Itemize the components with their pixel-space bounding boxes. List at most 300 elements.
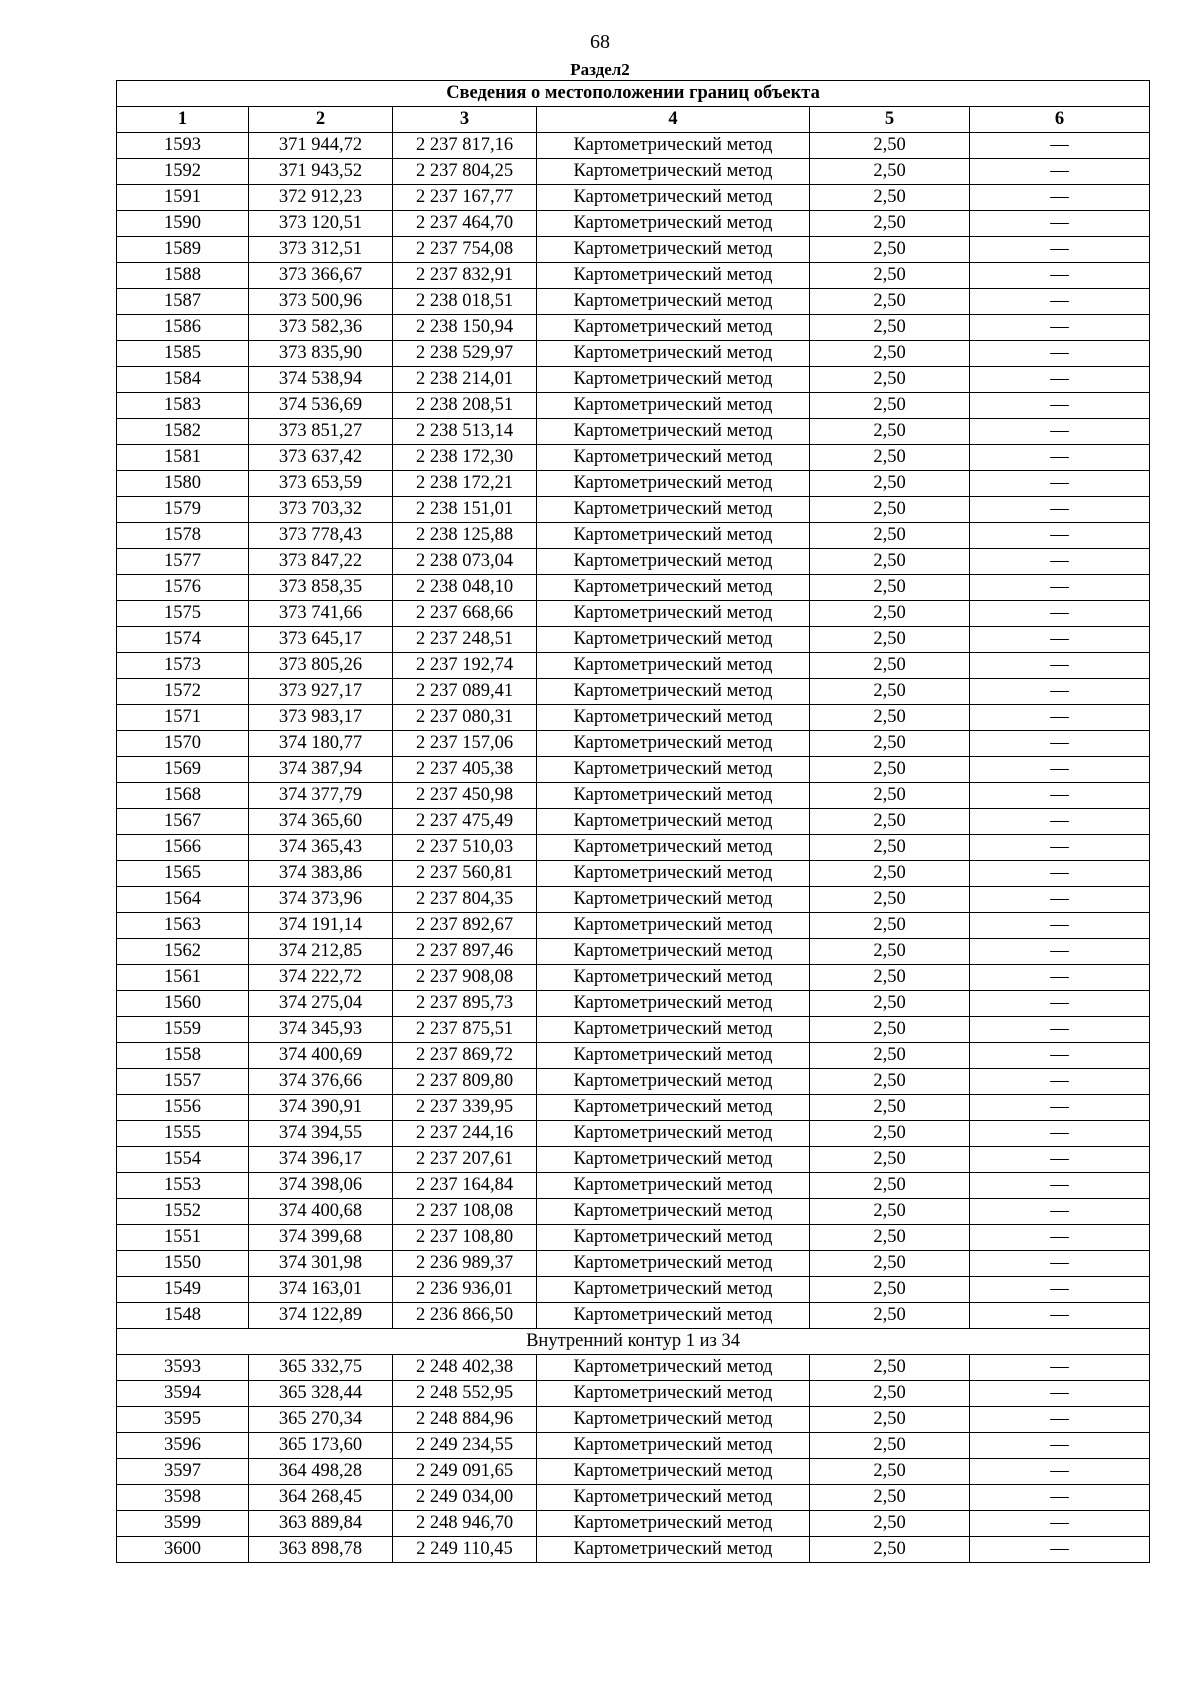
note-cell: — [970,991,1150,1017]
accuracy-cell: 2,50 [810,341,970,367]
column-header: 6 [970,107,1150,133]
method-cell: Картометрический метод [537,289,810,315]
method-cell: Картометрический метод [537,367,810,393]
point-number-cell: 1548 [117,1303,249,1329]
note-cell: — [970,887,1150,913]
note-cell: — [970,809,1150,835]
method-cell: Картометрический метод [537,1121,810,1147]
method-cell: Картометрический метод [537,705,810,731]
point-number-cell: 1572 [117,679,249,705]
point-number-cell: 1578 [117,523,249,549]
contour-label-row [117,1329,1150,1355]
method-cell: Картометрический метод [537,783,810,809]
y-coordinate-cell: 2 237 157,06 [393,731,537,757]
method-cell: Картометрический метод [537,601,810,627]
table-row [117,861,1150,887]
x-coordinate-cell: 374 377,79 [249,783,393,809]
table-row [117,913,1150,939]
accuracy-cell: 2,50 [810,471,970,497]
accuracy-cell: 2,50 [810,679,970,705]
method-cell: Картометрический метод [537,159,810,185]
table-row [117,679,1150,705]
table-row [117,1485,1150,1511]
x-coordinate-cell: 372 912,23 [249,185,393,211]
accuracy-cell: 2,50 [810,1459,970,1485]
note-cell: — [970,1459,1150,1485]
note-cell: — [970,185,1150,211]
x-coordinate-cell: 373 835,90 [249,341,393,367]
table-row [117,211,1150,237]
note-cell: — [970,679,1150,705]
method-cell: Картометрический метод [537,133,810,159]
table-row [117,341,1150,367]
x-coordinate-cell: 374 191,14 [249,913,393,939]
note-cell: — [970,1251,1150,1277]
table-title: Сведения о местоположении границ объекта [117,81,1150,107]
accuracy-cell: 2,50 [810,783,970,809]
method-cell: Картометрический метод [537,575,810,601]
point-number-cell: 1575 [117,601,249,627]
table-row [117,965,1150,991]
x-coordinate-cell: 374 400,68 [249,1199,393,1225]
point-number-cell: 1559 [117,1017,249,1043]
method-cell: Картометрический метод [537,1407,810,1433]
method-cell: Картометрический метод [537,263,810,289]
method-cell: Картометрический метод [537,1355,810,1381]
note-cell: — [970,1303,1150,1329]
accuracy-cell: 2,50 [810,263,970,289]
accuracy-cell: 2,50 [810,1043,970,1069]
note-cell: — [970,315,1150,341]
y-coordinate-cell: 2 236 989,37 [393,1251,537,1277]
accuracy-cell: 2,50 [810,1225,970,1251]
accuracy-cell: 2,50 [810,1147,970,1173]
note-cell: — [970,1355,1150,1381]
point-number-cell: 3599 [117,1511,249,1537]
accuracy-cell: 2,50 [810,497,970,523]
y-coordinate-cell: 2 237 475,49 [393,809,537,835]
note-cell: — [970,1433,1150,1459]
accuracy-cell: 2,50 [810,1303,970,1329]
column-header: 4 [537,107,810,133]
accuracy-cell: 2,50 [810,601,970,627]
accuracy-cell: 2,50 [810,159,970,185]
accuracy-cell: 2,50 [810,1173,970,1199]
x-coordinate-cell: 373 582,36 [249,315,393,341]
y-coordinate-cell: 2 237 510,03 [393,835,537,861]
point-number-cell: 1556 [117,1095,249,1121]
method-cell: Картометрический метод [537,1485,810,1511]
accuracy-cell: 2,50 [810,1277,970,1303]
table-row [117,263,1150,289]
note-cell: — [970,1511,1150,1537]
table-row [117,1043,1150,1069]
note-cell: — [970,159,1150,185]
x-coordinate-cell: 373 858,35 [249,575,393,601]
method-cell: Картометрический метод [537,861,810,887]
method-cell: Картометрический метод [537,653,810,679]
table-row [117,497,1150,523]
y-coordinate-cell: 2 237 560,81 [393,861,537,887]
table-row [117,1381,1150,1407]
table-row [117,185,1150,211]
y-coordinate-cell: 2 237 464,70 [393,211,537,237]
x-coordinate-cell: 374 376,66 [249,1069,393,1095]
x-coordinate-cell: 373 983,17 [249,705,393,731]
accuracy-cell: 2,50 [810,419,970,445]
accuracy-cell: 2,50 [810,289,970,315]
x-coordinate-cell: 365 173,60 [249,1433,393,1459]
note-cell: — [970,939,1150,965]
x-coordinate-cell: 373 500,96 [249,289,393,315]
x-coordinate-cell: 374 301,98 [249,1251,393,1277]
note-cell: — [970,783,1150,809]
note-cell: — [970,731,1150,757]
x-coordinate-cell: 373 851,27 [249,419,393,445]
note-cell: — [970,601,1150,627]
note-cell: — [970,1069,1150,1095]
accuracy-cell: 2,50 [810,575,970,601]
accuracy-cell: 2,50 [810,1069,970,1095]
x-coordinate-cell: 374 365,60 [249,809,393,835]
y-coordinate-cell: 2 237 754,08 [393,237,537,263]
point-number-cell: 1582 [117,419,249,445]
method-cell: Картометрический метод [537,913,810,939]
method-cell: Картометрический метод [537,731,810,757]
accuracy-cell: 2,50 [810,237,970,263]
column-header: 3 [393,107,537,133]
x-coordinate-cell: 371 944,72 [249,133,393,159]
table-row [117,731,1150,757]
x-coordinate-cell: 374 398,06 [249,1173,393,1199]
table-row [117,419,1150,445]
y-coordinate-cell: 2 237 207,61 [393,1147,537,1173]
x-coordinate-cell: 374 180,77 [249,731,393,757]
point-number-cell: 1558 [117,1043,249,1069]
accuracy-cell: 2,50 [810,1407,970,1433]
table-row [117,991,1150,1017]
point-number-cell: 1567 [117,809,249,835]
method-cell: Картометрический метод [537,627,810,653]
accuracy-cell: 2,50 [810,887,970,913]
method-cell: Картометрический метод [537,341,810,367]
x-coordinate-cell: 374 212,85 [249,939,393,965]
x-coordinate-cell: 365 332,75 [249,1355,393,1381]
table-row [117,523,1150,549]
table-row [117,653,1150,679]
note-cell: — [970,1225,1150,1251]
table-row [117,289,1150,315]
method-cell: Картометрический метод [537,523,810,549]
table-row [117,315,1150,341]
y-coordinate-cell: 2 237 908,08 [393,965,537,991]
point-number-cell: 1583 [117,393,249,419]
note-cell: — [970,237,1150,263]
method-cell: Картометрический метод [537,471,810,497]
y-coordinate-cell: 2 238 125,88 [393,523,537,549]
table-row [117,809,1150,835]
note-cell: — [970,861,1150,887]
y-coordinate-cell: 2 237 248,51 [393,627,537,653]
note-cell: — [970,523,1150,549]
table-row [117,1173,1150,1199]
accuracy-cell: 2,50 [810,653,970,679]
table-row [117,237,1150,263]
y-coordinate-cell: 2 238 073,04 [393,549,537,575]
note-cell: — [970,1537,1150,1563]
note-cell: — [970,419,1150,445]
point-number-cell: 1568 [117,783,249,809]
x-coordinate-cell: 373 741,66 [249,601,393,627]
table-row [117,1017,1150,1043]
x-coordinate-cell: 374 222,72 [249,965,393,991]
point-number-cell: 1581 [117,445,249,471]
method-cell: Картометрический метод [537,1433,810,1459]
y-coordinate-cell: 2 248 402,38 [393,1355,537,1381]
x-coordinate-cell: 374 163,01 [249,1277,393,1303]
table-row [117,367,1150,393]
y-coordinate-cell: 2 238 172,21 [393,471,537,497]
note-cell: — [970,211,1150,237]
method-cell: Картометрический метод [537,1095,810,1121]
y-coordinate-cell: 2 237 192,74 [393,653,537,679]
x-coordinate-cell: 374 365,43 [249,835,393,861]
note-cell: — [970,549,1150,575]
point-number-cell: 1569 [117,757,249,783]
x-coordinate-cell: 364 268,45 [249,1485,393,1511]
table-row [117,627,1150,653]
note-cell: — [970,1043,1150,1069]
point-number-cell: 1570 [117,731,249,757]
point-number-cell: 3593 [117,1355,249,1381]
x-coordinate-cell: 363 898,78 [249,1537,393,1563]
point-number-cell: 1564 [117,887,249,913]
method-cell: Картометрический метод [537,497,810,523]
accuracy-cell: 2,50 [810,1537,970,1563]
point-number-cell: 1553 [117,1173,249,1199]
accuracy-cell: 2,50 [810,1199,970,1225]
y-coordinate-cell: 2 237 108,08 [393,1199,537,1225]
method-cell: Картометрический метод [537,419,810,445]
point-number-cell: 1586 [117,315,249,341]
note-cell: — [970,705,1150,731]
method-cell: Картометрический метод [537,835,810,861]
accuracy-cell: 2,50 [810,1017,970,1043]
point-number-cell: 3595 [117,1407,249,1433]
table-row [117,1433,1150,1459]
column-header: 2 [249,107,393,133]
method-cell: Картометрический метод [537,1303,810,1329]
note-cell: — [970,1199,1150,1225]
accuracy-cell: 2,50 [810,809,970,835]
note-cell: — [970,341,1150,367]
x-coordinate-cell: 373 778,43 [249,523,393,549]
table-row [117,887,1150,913]
point-number-cell: 1580 [117,471,249,497]
x-coordinate-cell: 374 345,93 [249,1017,393,1043]
method-cell: Картометрический метод [537,1225,810,1251]
x-coordinate-cell: 373 645,17 [249,627,393,653]
x-coordinate-cell: 374 122,89 [249,1303,393,1329]
contour-rows [117,1355,1150,1563]
y-coordinate-cell: 2 237 164,84 [393,1173,537,1199]
point-number-cell: 1555 [117,1121,249,1147]
y-coordinate-cell: 2 237 405,38 [393,757,537,783]
accuracy-cell: 2,50 [810,627,970,653]
y-coordinate-cell: 2 237 895,73 [393,991,537,1017]
y-coordinate-cell: 2 249 110,45 [393,1537,537,1563]
note-cell: — [970,497,1150,523]
y-coordinate-cell: 2 238 513,14 [393,419,537,445]
point-number-cell: 1560 [117,991,249,1017]
note-cell: — [970,653,1150,679]
table-row [117,835,1150,861]
y-coordinate-cell: 2 237 089,41 [393,679,537,705]
y-coordinate-cell: 2 238 151,01 [393,497,537,523]
method-cell: Картометрический метод [537,1459,810,1485]
point-number-cell: 1566 [117,835,249,861]
accuracy-cell: 2,50 [810,1511,970,1537]
contour-label: Внутренний контур 1 из 34 [117,1329,1150,1355]
column-header-row [117,107,1150,133]
point-number-cell: 3596 [117,1433,249,1459]
x-coordinate-cell: 374 373,96 [249,887,393,913]
accuracy-cell: 2,50 [810,965,970,991]
table-row [117,1277,1150,1303]
table-row [117,1069,1150,1095]
accuracy-cell: 2,50 [810,523,970,549]
note-cell: — [970,575,1150,601]
x-coordinate-cell: 374 387,94 [249,757,393,783]
y-coordinate-cell: 2 237 339,95 [393,1095,537,1121]
table-row [117,159,1150,185]
x-coordinate-cell: 374 536,69 [249,393,393,419]
y-coordinate-cell: 2 249 034,00 [393,1485,537,1511]
note-cell: — [970,471,1150,497]
y-coordinate-cell: 2 237 167,77 [393,185,537,211]
point-number-cell: 1574 [117,627,249,653]
page-number: 68 [590,31,610,53]
point-number-cell: 1589 [117,237,249,263]
point-number-cell: 1577 [117,549,249,575]
table-row [117,1199,1150,1225]
x-coordinate-cell: 374 394,55 [249,1121,393,1147]
x-coordinate-cell: 373 637,42 [249,445,393,471]
method-cell: Картометрический метод [537,211,810,237]
y-coordinate-cell: 2 237 080,31 [393,705,537,731]
method-cell: Картометрический метод [537,1277,810,1303]
table-row [117,393,1150,419]
y-coordinate-cell: 2 237 108,80 [393,1225,537,1251]
x-coordinate-cell: 374 390,91 [249,1095,393,1121]
y-coordinate-cell: 2 238 214,01 [393,367,537,393]
y-coordinate-cell: 2 237 668,66 [393,601,537,627]
y-coordinate-cell: 2 238 172,30 [393,445,537,471]
x-coordinate-cell: 371 943,52 [249,159,393,185]
column-header: 5 [810,107,970,133]
table-row [117,575,1150,601]
table-row [117,601,1150,627]
x-coordinate-cell: 373 927,17 [249,679,393,705]
note-cell: — [970,913,1150,939]
note-cell: — [970,445,1150,471]
point-number-cell: 1587 [117,289,249,315]
y-coordinate-cell: 2 237 244,16 [393,1121,537,1147]
table-row [117,757,1150,783]
table-row [117,1303,1150,1329]
x-coordinate-cell: 373 805,26 [249,653,393,679]
point-number-cell: 1550 [117,1251,249,1277]
accuracy-cell: 2,50 [810,835,970,861]
y-coordinate-cell: 2 238 018,51 [393,289,537,315]
accuracy-cell: 2,50 [810,939,970,965]
note-cell: — [970,1121,1150,1147]
point-number-cell: 1552 [117,1199,249,1225]
point-number-cell: 1557 [117,1069,249,1095]
table-row [117,1407,1150,1433]
point-number-cell: 1592 [117,159,249,185]
y-coordinate-cell: 2 238 208,51 [393,393,537,419]
table-row [117,1225,1150,1251]
y-coordinate-cell: 2 248 884,96 [393,1407,537,1433]
note-cell: — [970,757,1150,783]
point-number-cell: 3594 [117,1381,249,1407]
accuracy-cell: 2,50 [810,1095,970,1121]
method-cell: Картометрический метод [537,1199,810,1225]
note-cell: — [970,1173,1150,1199]
accuracy-cell: 2,50 [810,185,970,211]
accuracy-cell: 2,50 [810,1433,970,1459]
method-cell: Картометрический метод [537,1537,810,1563]
x-coordinate-cell: 373 703,32 [249,497,393,523]
x-coordinate-cell: 373 653,59 [249,471,393,497]
y-coordinate-cell: 2 237 875,51 [393,1017,537,1043]
note-cell: — [970,393,1150,419]
table-row [117,1355,1150,1381]
note-cell: — [970,627,1150,653]
point-number-cell: 1584 [117,367,249,393]
method-cell: Картометрический метод [537,1043,810,1069]
point-number-cell: 3597 [117,1459,249,1485]
method-cell: Картометрический метод [537,1147,810,1173]
point-number-cell: 3598 [117,1485,249,1511]
table-row [117,783,1150,809]
point-number-cell: 1561 [117,965,249,991]
point-number-cell: 1551 [117,1225,249,1251]
method-cell: Картометрический метод [537,315,810,341]
accuracy-cell: 2,50 [810,991,970,1017]
accuracy-cell: 2,50 [810,731,970,757]
table-row [117,1537,1150,1563]
note-cell: — [970,1381,1150,1407]
x-coordinate-cell: 373 847,22 [249,549,393,575]
method-cell: Картометрический метод [537,679,810,705]
table-row [117,939,1150,965]
accuracy-cell: 2,50 [810,211,970,237]
y-coordinate-cell: 2 236 936,01 [393,1277,537,1303]
y-coordinate-cell: 2 237 869,72 [393,1043,537,1069]
x-coordinate-cell: 365 270,34 [249,1407,393,1433]
accuracy-cell: 2,50 [810,393,970,419]
x-coordinate-cell: 374 383,86 [249,861,393,887]
method-cell: Картометрический метод [537,887,810,913]
x-coordinate-cell: 373 120,51 [249,211,393,237]
method-cell: Картометрический метод [537,445,810,471]
note-cell: — [970,289,1150,315]
method-cell: Картометрический метод [537,237,810,263]
y-coordinate-cell: 2 237 804,35 [393,887,537,913]
table-row [117,1121,1150,1147]
